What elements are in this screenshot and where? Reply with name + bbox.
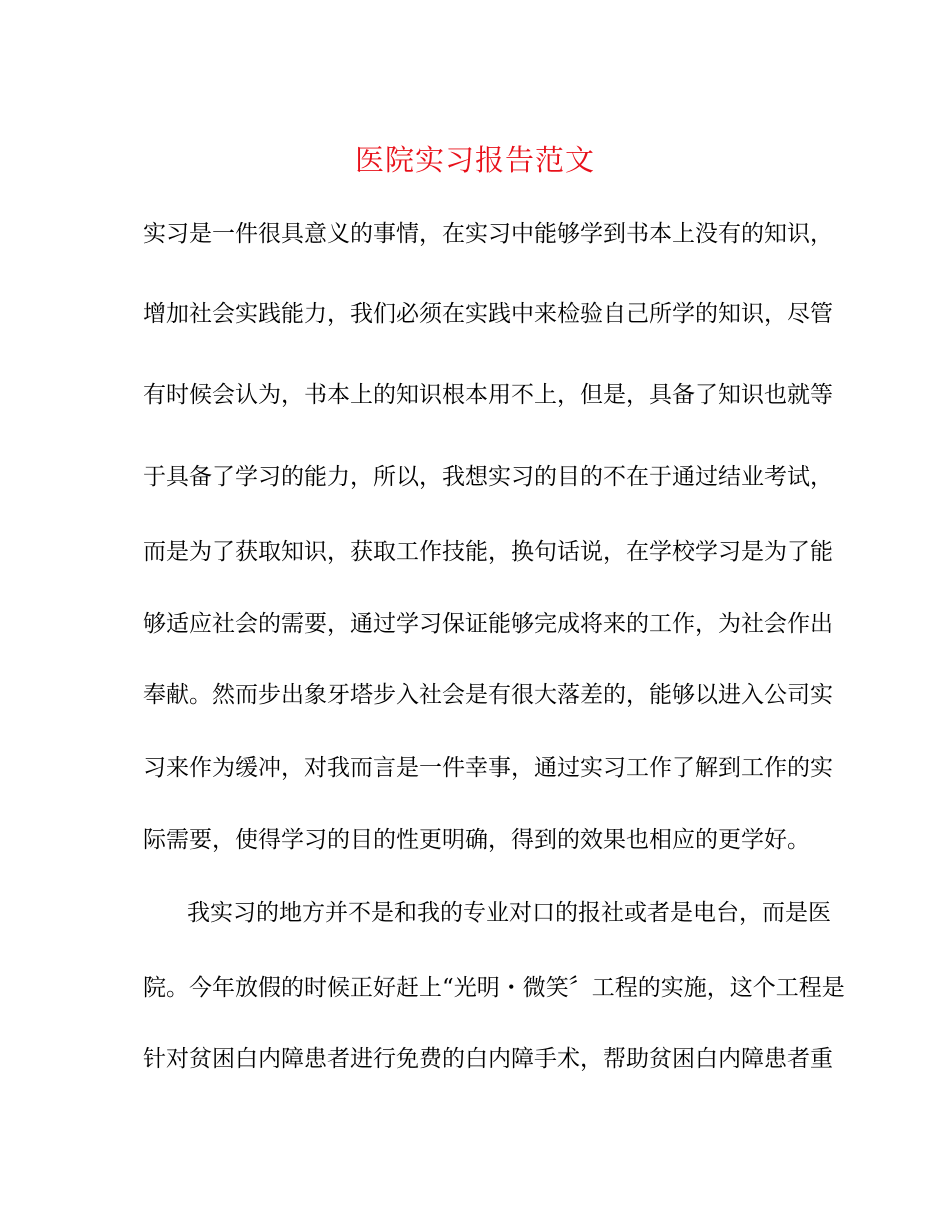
paragraph-2-line-1: 我实习的地方并不是和我的专业对口的报社或者是电台，而是医 [187,900,831,926]
paragraph-1-line-1: 实习是一件很具意义的事情，在实习中能够学到书本上没有的知识， [143,221,833,247]
paragraph-2-line-2: 院。今年放假的时候正好赶上“光明・微笑〞工程的实施，这个工程是 [143,975,845,1001]
paragraph-1-line-7: 奉献。然而步出象牙塔步入社会是有很大落差的，能够以进入公司实 [143,682,833,708]
paragraph-2-line-3: 针对贫困白内障患者进行免费的白内障手术，帮助贫困白内障患者重 [143,1046,833,1072]
paragraph-1-line-6: 够适应社会的需要，通过学习保证能够完成将来的工作，为社会作出 [143,611,833,637]
paragraph-1-line-8: 习来作为缓冲，对我而言是一件幸事，通过实习工作了解到工作的实 [143,755,833,781]
paragraph-1-line-5: 而是为了获取知识，获取工作技能，换句话说，在学校学习是为了能 [143,539,833,565]
paragraph-1-line-3: 有时候会认为，书本上的知识根本用不上，但是，具备了知识也就等 [143,382,833,408]
paragraph-1-line-2: 增加社会实践能力，我们必须在实践中来检验自己所学的知识，尽管 [143,301,833,327]
document-title: 医院实习报告范文 [354,143,595,177]
paragraph-1-line-9: 际需要，使得学习的目的性更明确，得到的效果也相应的更学好。 [143,827,810,853]
paragraph-1-line-4: 于具备了学习的能力，所以，我想实习的目的不在于通过结业考试， [143,464,833,490]
